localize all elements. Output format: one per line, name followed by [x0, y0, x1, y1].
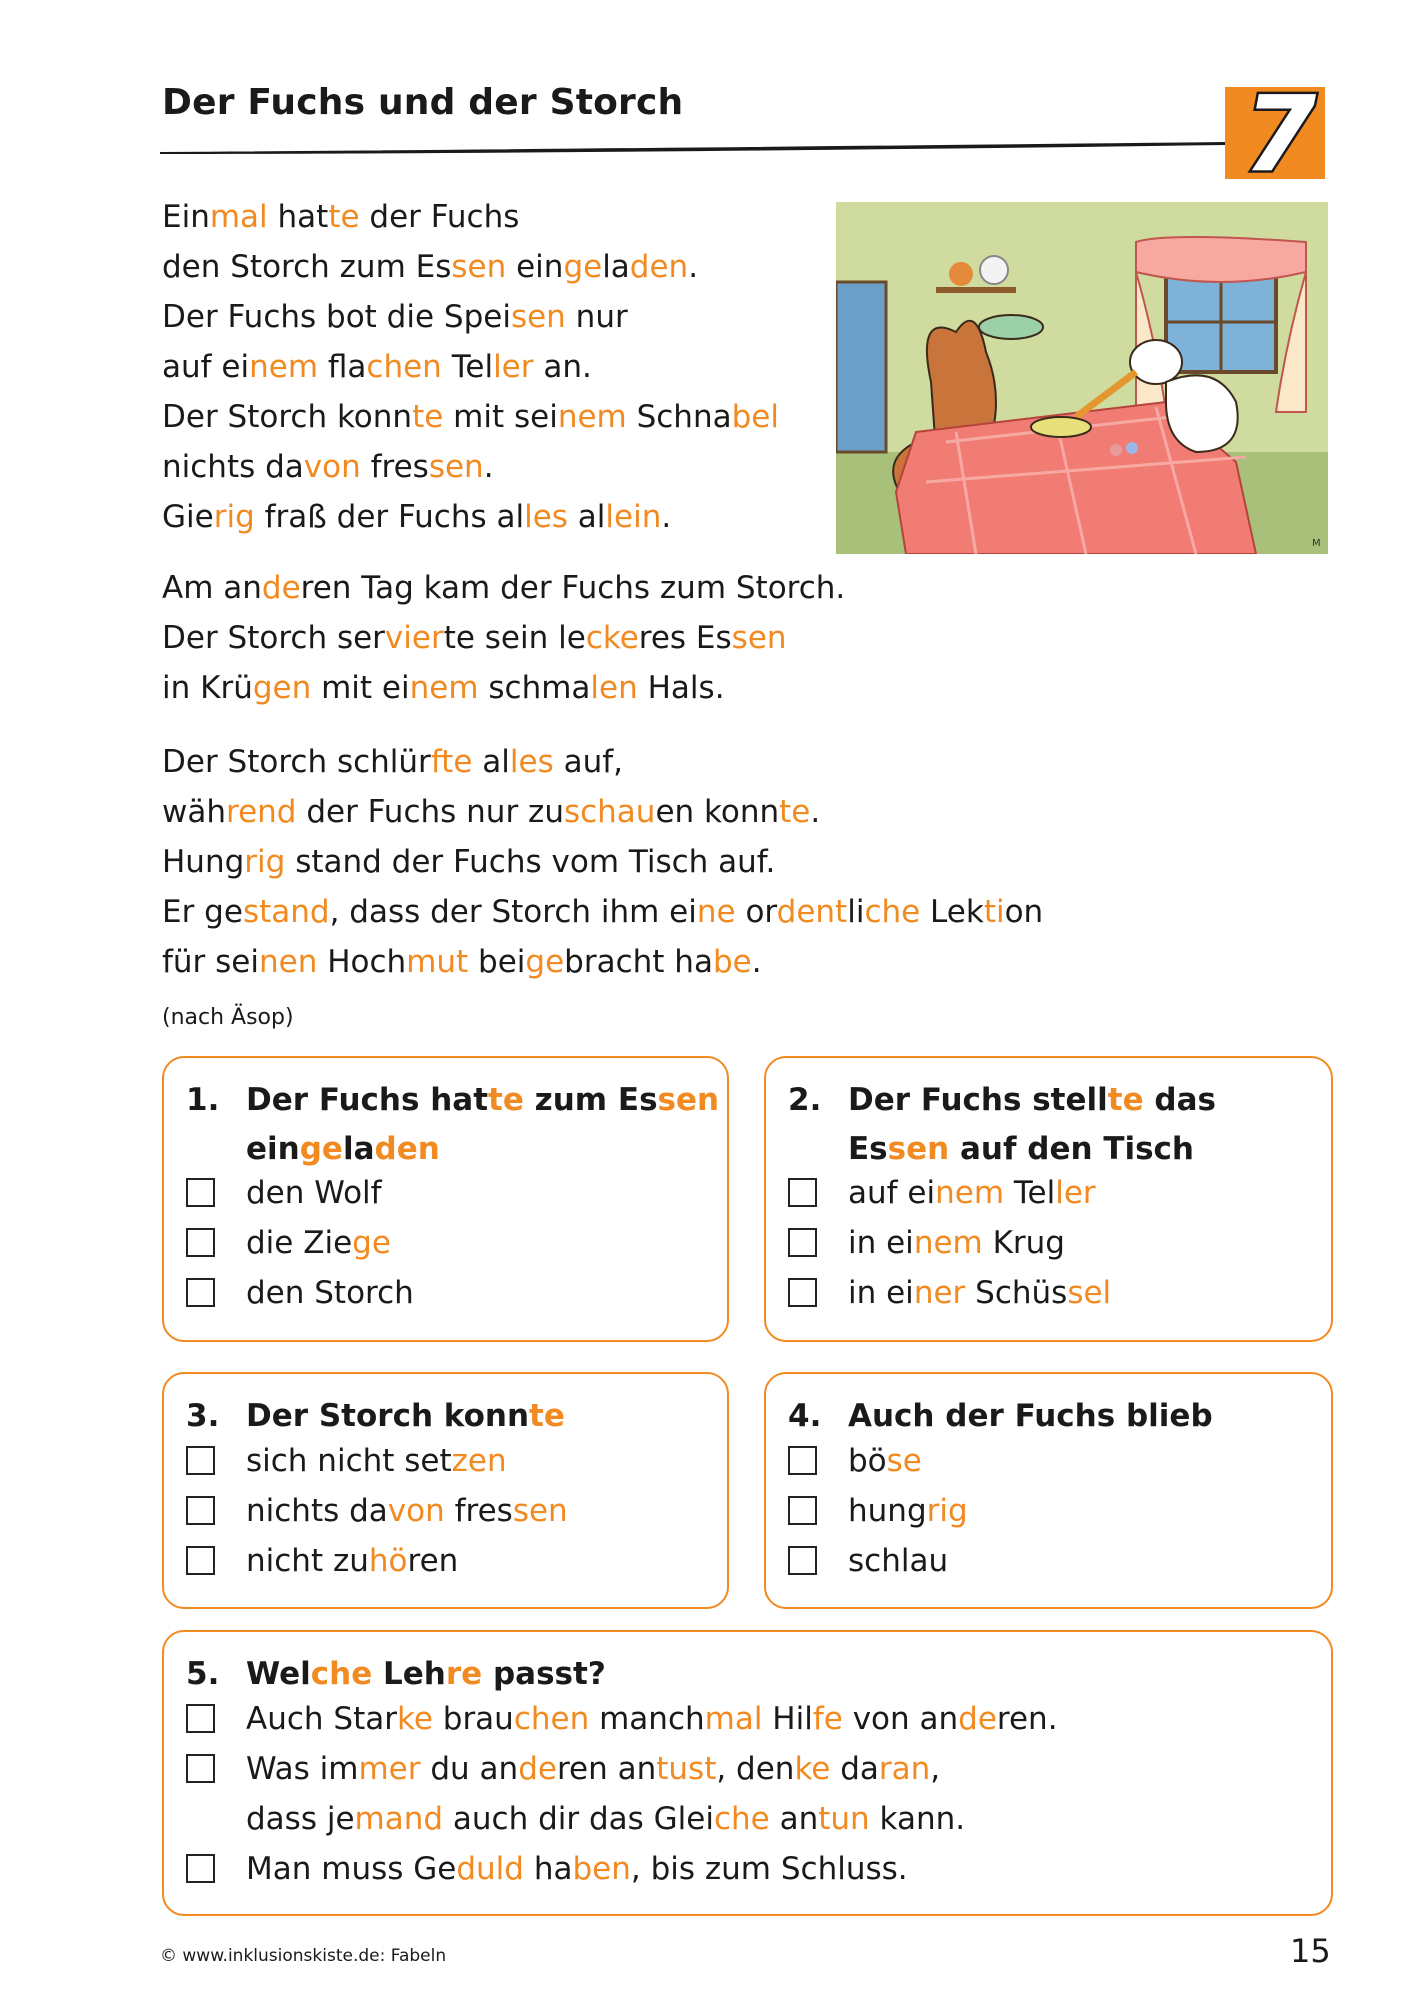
text-segment: Der Storch schlür [162, 744, 431, 780]
text-segment: wäh [162, 794, 226, 830]
highlighted-syllable: rig [926, 1493, 968, 1529]
answer-checkbox[interactable] [186, 1704, 215, 1733]
answer-option-label [246, 1794, 965, 1844]
text-segment: auf, [553, 744, 623, 780]
text-segment: ein [506, 249, 564, 285]
text-segment: zum Es [523, 1082, 658, 1118]
question-5-box [162, 1630, 1333, 1916]
answer-option-label [246, 1694, 1058, 1744]
question-heading [788, 1076, 1216, 1174]
text-segment: Hung [162, 844, 245, 880]
story-paragraph-2 [162, 563, 845, 713]
highlighted-syllable: sen [887, 1131, 950, 1167]
question-heading-line [186, 1125, 719, 1174]
answer-option-label [848, 1536, 948, 1586]
answer-option-label [246, 1436, 507, 1486]
highlighted-syllable: che [864, 894, 921, 930]
text-segment: kann. [869, 1801, 966, 1837]
story-line [162, 787, 1043, 837]
question-number: 4. [788, 1398, 822, 1434]
text-segment: ren Tag kam der Fuchs zum Storch. [300, 570, 846, 606]
text-segment: Auch der Fuchs blieb [848, 1398, 1213, 1434]
text-segment: der Fuchs nur zu [296, 794, 564, 830]
text-segment: von an [842, 1701, 959, 1737]
question-heading-line [788, 1392, 1213, 1441]
text-segment: auf ei [162, 349, 250, 385]
text-segment: Schna [626, 399, 732, 435]
highlighted-syllable: fte [430, 744, 473, 780]
story-line [162, 613, 845, 663]
question-4-box [764, 1372, 1333, 1609]
text-segment: ha [523, 1851, 573, 1887]
page-title: Der Fuchs und der Storch [162, 82, 684, 123]
story-line [162, 292, 779, 342]
highlighted-syllable: mal [209, 199, 268, 235]
text-segment: . [810, 794, 821, 830]
text-segment: sich nicht set [246, 1443, 452, 1479]
highlighted-syllable: nem [557, 399, 627, 435]
text-segment: in ei [848, 1275, 914, 1311]
highlighted-syllable: de [958, 1701, 997, 1737]
highlighted-syllable: nem [249, 349, 319, 385]
story-line [162, 887, 1043, 937]
text-segment: Auch Star [246, 1701, 397, 1737]
highlighted-syllable: nem [935, 1175, 1005, 1211]
highlighted-syllable: lein [605, 499, 662, 535]
highlighted-syllable: nem [409, 670, 479, 706]
text-segment: schlau [848, 1543, 949, 1579]
text-segment: . [688, 249, 699, 285]
answer-option-label [246, 1536, 458, 1586]
story-line [162, 663, 845, 713]
text-segment: fla [318, 349, 367, 385]
highlighted-syllable: les [509, 744, 554, 780]
highlighted-syllable: den [374, 1131, 440, 1167]
text-segment: passt? [482, 1656, 606, 1692]
text-segment: Am an [162, 570, 262, 606]
text-segment: Hil [762, 1701, 813, 1737]
highlighted-syllable: te [328, 199, 360, 235]
highlighted-syllable: te [1107, 1082, 1144, 1118]
text-segment: da [830, 1751, 879, 1787]
highlighted-syllable: rig [213, 499, 255, 535]
text-segment: brau [432, 1701, 514, 1737]
story-line [162, 563, 845, 613]
answer-option-label [246, 1218, 391, 1268]
highlighted-syllable: hö [368, 1543, 408, 1579]
highlighted-syllable: ke [794, 1751, 831, 1787]
story-line [162, 192, 779, 242]
highlighted-syllable: re [445, 1656, 483, 1692]
story-line [162, 837, 1043, 887]
answer-option-label [246, 1744, 940, 1794]
story-paragraph-3 [162, 737, 1043, 987]
text-segment: hung [848, 1493, 927, 1529]
answer-checkbox[interactable] [788, 1496, 817, 1525]
highlighted-syllable: rig [244, 844, 286, 880]
highlighted-syllable: vier [384, 620, 444, 656]
text-segment: manch [589, 1701, 705, 1737]
text-segment: stand der Fuchs vom Tisch auf. [285, 844, 776, 880]
text-segment: bö [848, 1443, 887, 1479]
highlighted-syllable: ge [563, 249, 603, 285]
title-underline [160, 140, 1230, 160]
highlighted-syllable: te [488, 1082, 524, 1118]
text-segment: fres [360, 449, 429, 485]
question-heading-line [186, 1392, 565, 1441]
highlighted-syllable: ti [983, 894, 1005, 930]
text-segment: Was im [246, 1751, 359, 1787]
chapter-number: 7 [1243, 84, 1317, 182]
text-segment: Der Fuchs stell [848, 1082, 1108, 1118]
text-segment: la [342, 1131, 375, 1167]
highlighted-syllable: sen [510, 299, 566, 335]
question-heading [788, 1392, 1213, 1441]
question-2-box [764, 1056, 1333, 1342]
answer-checkbox[interactable] [788, 1178, 817, 1207]
highlighted-syllable: te [529, 1398, 565, 1434]
answer-checkbox[interactable] [788, 1228, 817, 1257]
highlighted-syllable: sen [657, 1082, 720, 1118]
text-segment: nicht zu [246, 1543, 369, 1579]
highlighted-syllable: mut [406, 944, 469, 980]
highlighted-syllable: les [524, 499, 568, 535]
answer-checkbox[interactable] [186, 1496, 215, 1525]
text-segment: fres [444, 1493, 513, 1529]
text-segment: Wel [246, 1656, 311, 1692]
highlighted-syllable: schau [563, 794, 656, 830]
highlighted-syllable: nem [913, 1225, 983, 1261]
question-heading-line [186, 1650, 606, 1699]
highlighted-syllable: mal [704, 1701, 763, 1737]
highlighted-syllable: tun [818, 1801, 870, 1837]
highlighted-syllable: ler [1055, 1175, 1096, 1211]
answer-checkbox[interactable] [186, 1178, 215, 1207]
text-segment: bracht ha [564, 944, 713, 980]
text-segment: den Storch zum Es [162, 249, 452, 285]
text-segment: Man muss Ge [246, 1851, 457, 1887]
text-segment: an [769, 1801, 819, 1837]
text-segment: nichts da [246, 1493, 388, 1529]
question-number: 5. [186, 1656, 220, 1692]
text-segment: Der Storch ser [162, 620, 385, 656]
highlighted-syllable: sen [512, 1493, 568, 1529]
text-segment: Leh [372, 1656, 446, 1692]
question-number: 1. [186, 1082, 220, 1118]
highlighted-syllable: von [303, 449, 361, 485]
text-segment: Schüs [965, 1275, 1068, 1311]
highlighted-syllable: len [590, 670, 638, 706]
answer-checkbox[interactable] [186, 1446, 215, 1475]
highlighted-syllable: de [518, 1751, 557, 1787]
highlighted-syllable: den [629, 249, 689, 285]
highlighted-syllable: ben [572, 1851, 631, 1887]
highlighted-syllable: nen [259, 944, 318, 980]
highlighted-syllable: mand [354, 1801, 444, 1837]
text-segment: die Zie [246, 1225, 353, 1261]
question-heading [186, 1392, 565, 1441]
story-line [162, 937, 1043, 987]
highlighted-syllable: bel [731, 399, 779, 435]
text-segment: Lek [920, 894, 984, 930]
text-segment: al [472, 744, 510, 780]
text-segment: mit ei [311, 670, 410, 706]
answer-option-label [848, 1218, 1065, 1268]
answer-option-label [848, 1436, 922, 1486]
text-segment: ren [407, 1543, 459, 1579]
question-heading [186, 1650, 606, 1699]
question-number: 3. [186, 1398, 220, 1434]
text-segment: Der Storch konn [246, 1398, 530, 1434]
text-segment: Er ge [162, 894, 243, 930]
text-segment: an. [533, 349, 592, 385]
copyright-footer: © www.inklusionskiste.de: Fabeln [160, 1946, 447, 1966]
answer-checkbox[interactable] [186, 1546, 215, 1575]
highlighted-syllable: sen [451, 249, 507, 285]
text-segment: or [735, 894, 777, 930]
text-segment: auf ei [848, 1175, 936, 1211]
text-segment: der Fuchs [359, 199, 520, 235]
text-segment: , [930, 1751, 941, 1787]
text-segment: hat [267, 199, 329, 235]
question-heading-line [788, 1125, 1216, 1174]
text-segment: in Krü [162, 670, 253, 706]
highlighted-syllable: dent [776, 894, 848, 930]
answer-option-label [246, 1268, 414, 1318]
highlighted-syllable: mer [358, 1751, 421, 1787]
text-segment: Gie [162, 499, 214, 535]
text-segment: Ein [162, 199, 210, 235]
text-segment: in ei [848, 1225, 914, 1261]
highlighted-syllable: fe [812, 1701, 843, 1737]
answer-option-label [246, 1168, 382, 1218]
story-line [162, 392, 779, 442]
text-segment: auf den Tisch [949, 1131, 1194, 1167]
story-line [162, 492, 779, 542]
highlighted-syllable: te [412, 399, 444, 435]
text-segment: , bis zum Schluss. [630, 1851, 908, 1887]
highlighted-syllable: rend [226, 794, 297, 830]
highlighted-syllable: stand [242, 894, 330, 930]
highlighted-syllable: ge [352, 1225, 391, 1261]
question-heading-line [186, 1076, 719, 1125]
story-line [162, 442, 779, 492]
highlighted-syllable: von [387, 1493, 445, 1529]
highlighted-syllable: tust [656, 1751, 717, 1787]
question-number: 2. [788, 1082, 822, 1118]
answer-option-label [848, 1486, 968, 1536]
question-heading [186, 1076, 719, 1174]
answer-option-label [848, 1268, 1111, 1318]
highlighted-syllable: gen [252, 670, 312, 706]
story-line [162, 737, 1043, 787]
answer-option-label [848, 1168, 1096, 1218]
text-segment: Tel [441, 349, 494, 385]
question-heading-line [788, 1076, 1216, 1125]
text-segment: den Storch [246, 1275, 414, 1311]
answer-checkbox[interactable] [788, 1546, 817, 1575]
text-segment: mit sei [443, 399, 558, 435]
highlighted-syllable: chen [366, 349, 442, 385]
text-segment: Tel [1004, 1175, 1056, 1211]
highlighted-syllable: sen [428, 449, 484, 485]
answer-checkbox[interactable] [186, 1228, 215, 1257]
text-segment: nichts da [162, 449, 304, 485]
text-segment: für sei [162, 944, 259, 980]
text-segment: on [1004, 894, 1044, 930]
text-segment: . [661, 499, 672, 535]
text-segment: das [1143, 1082, 1216, 1118]
highlighted-syllable: ge [525, 944, 565, 980]
text-segment: ren an [556, 1751, 657, 1787]
text-segment: dass je [246, 1801, 355, 1837]
highlighted-syllable: se [886, 1443, 922, 1479]
answer-checkbox[interactable] [186, 1278, 215, 1307]
answer-checkbox[interactable] [186, 1854, 215, 1883]
fox-and-stork-illustration [836, 202, 1328, 554]
highlighted-syllable: che [713, 1801, 770, 1837]
text-segment: li [847, 894, 865, 930]
highlighted-syllable: ke [396, 1701, 433, 1737]
highlighted-syllable: sen [731, 620, 787, 656]
text-segment: la [602, 249, 630, 285]
highlighted-syllable: ne [696, 894, 736, 930]
answer-option-label [246, 1844, 908, 1894]
question-1-box [162, 1056, 729, 1342]
answer-checkbox[interactable] [788, 1278, 817, 1307]
text-segment: bei [468, 944, 526, 980]
story-line [162, 342, 779, 392]
text-segment: Hals. [637, 670, 725, 706]
text-segment: Der Fuchs hat [246, 1082, 489, 1118]
highlighted-syllable: ler [493, 349, 534, 385]
text-segment: auch dir das Glei [443, 1801, 714, 1837]
text-segment: du an [420, 1751, 519, 1787]
illustration-signature: M [1312, 538, 1321, 549]
answer-checkbox[interactable] [788, 1446, 817, 1475]
text-segment: Hoch [317, 944, 407, 980]
highlighted-syllable: duld [456, 1851, 524, 1887]
story-source: (nach Äsop) [162, 1005, 294, 1030]
text-segment: al [567, 499, 606, 535]
text-segment: , den [716, 1751, 795, 1787]
text-segment: ein [246, 1131, 300, 1167]
text-segment: Der Storch konn [162, 399, 413, 435]
text-segment: den Wolf [246, 1175, 382, 1211]
highlighted-syllable: ran [878, 1751, 931, 1787]
highlighted-syllable: che [310, 1656, 373, 1692]
text-segment: , dass der Storch ihm ei [329, 894, 697, 930]
text-segment: Krug [982, 1225, 1065, 1261]
highlighted-syllable: zen [451, 1443, 507, 1479]
highlighted-syllable: te [779, 794, 811, 830]
text-segment: Es [848, 1131, 888, 1167]
text-segment: en konn [655, 794, 780, 830]
question-3-box [162, 1372, 729, 1609]
highlighted-syllable: cke [585, 620, 639, 656]
text-segment: Der Fuchs bot die Spei [162, 299, 511, 335]
highlighted-syllable: ge [299, 1131, 343, 1167]
highlighted-syllable: ner [913, 1275, 966, 1311]
highlighted-syllable: be [712, 944, 752, 980]
highlighted-syllable: chen [513, 1701, 590, 1737]
chapter-number-badge [1222, 84, 1328, 182]
text-segment: te sein le [443, 620, 586, 656]
answer-checkbox[interactable] [186, 1754, 215, 1783]
story-paragraph-1 [162, 192, 779, 542]
text-segment: . [483, 449, 494, 485]
story-line [162, 242, 779, 292]
text-segment: fraß der Fuchs al [254, 499, 525, 535]
highlighted-syllable: sel [1067, 1275, 1112, 1311]
text-segment: res Es [638, 620, 732, 656]
page-number: 15 [1290, 1932, 1331, 1970]
text-segment: . [751, 944, 762, 980]
highlighted-syllable: de [261, 570, 301, 606]
text-segment: schma [478, 670, 591, 706]
text-segment: ren. [996, 1701, 1058, 1737]
text-segment: nur [565, 299, 628, 335]
answer-option-label [246, 1486, 568, 1536]
